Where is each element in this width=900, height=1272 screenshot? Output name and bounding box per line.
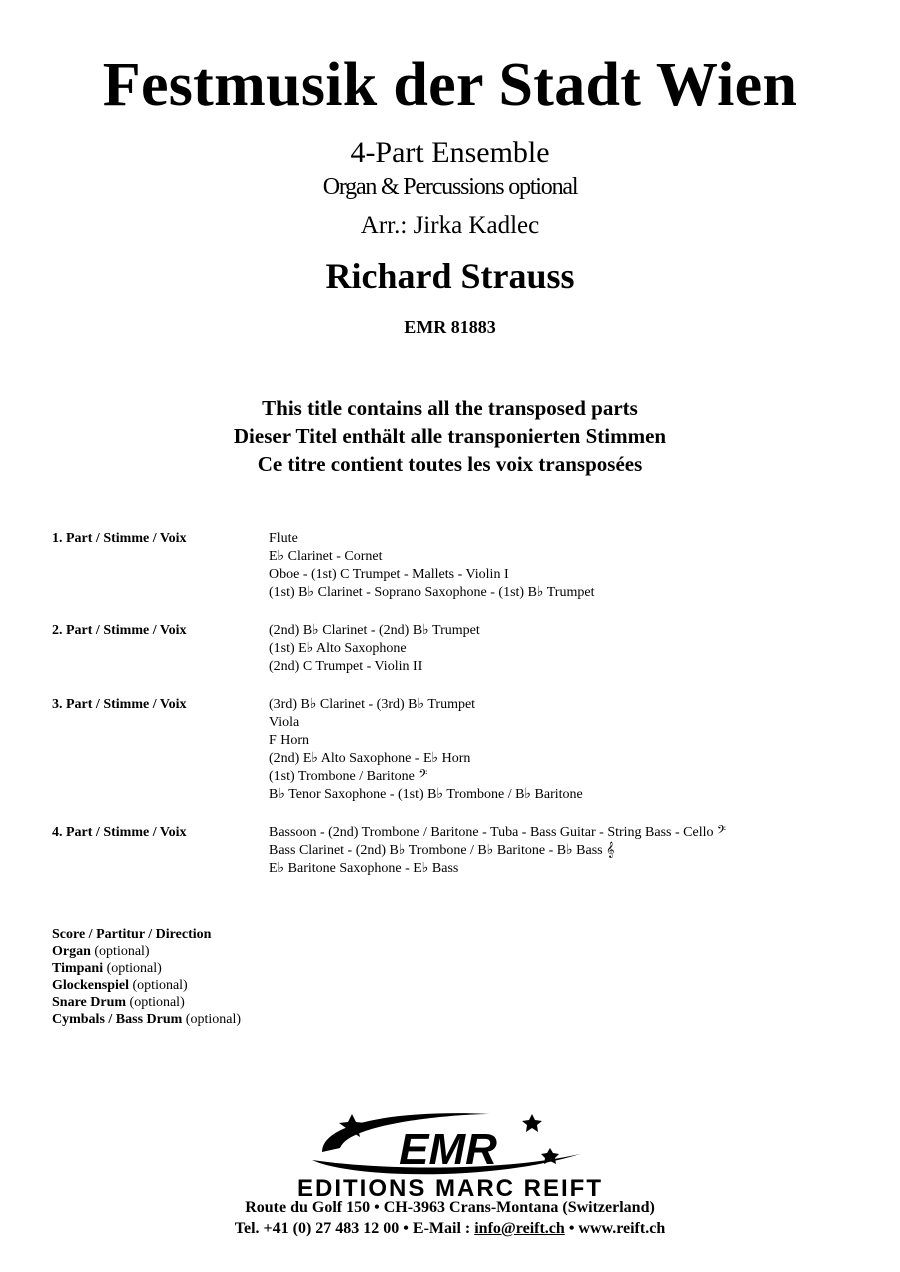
page-title: Festmusik der Stadt Wien [102, 51, 798, 119]
arranger: Arr.: Jirka Kadlec [360, 212, 540, 239]
extra-label: Score / Partitur / Direction [52, 927, 212, 942]
part-instrument-line: E♭ Baritone Saxophone - E♭ Bass [269, 861, 459, 876]
notice-german: Dieser Titel enthält alle transponierten Stimmen [233, 424, 667, 448]
part-instrument-line: Flute [269, 531, 298, 546]
extra-qualifier: (optional) [182, 1012, 242, 1027]
part-instrument-line: Bassoon - (2nd) Trombone / Baritone - Tuba - Bass Guitar - String Bass - Cello 𝄢 [269, 825, 726, 840]
catalog-number: EMR 81883 [404, 317, 496, 337]
notice-english: This title contains all the transposed parts [262, 396, 638, 420]
publisher-phone-line [0, 1218, 900, 1239]
part-label: 2. Part / Stimme / Voix [52, 623, 187, 638]
extra-label: Timpani [52, 961, 104, 976]
extra-qualifier: (optional) [103, 961, 162, 976]
part-label: 1. Part / Stimme / Voix [52, 531, 187, 546]
notice-french: Ce titre contient toutes les voix transposées [257, 452, 643, 476]
part-instrument-line: (2nd) E♭ Alto Saxophone - E♭ Horn [269, 751, 471, 766]
extra-label: Cymbals / Bass Drum [52, 1012, 183, 1027]
publisher-contact [0, 1197, 900, 1239]
part-group-4 [52, 824, 872, 878]
part-instrument-line: Viola [269, 715, 300, 730]
publisher-address: Route du Golf 150 • CH-3963 Crans-Montana (Switzerland) [245, 1199, 655, 1216]
logo-emr-text: EMR [399, 1125, 497, 1174]
extra-snare-drum [52, 994, 241, 1011]
extra-score [52, 926, 241, 943]
extra-qualifier: (optional) [126, 995, 185, 1010]
publisher-phone: Tel. +41 (0) 27 483 12 00 • E-Mail : [234, 1220, 475, 1237]
part-instrument-line: Bass Clarinet - (2nd) B♭ Trombone / B♭ Baritone - B♭ Bass 𝄞 [269, 843, 615, 858]
parts-list [52, 530, 872, 898]
extra-label: Glockenspiel [52, 978, 130, 993]
part-instrument-line: (1st) E♭ Alto Saxophone [269, 641, 407, 656]
part-instrument-line: (1st) Trombone / Baritone 𝄢 [269, 769, 428, 784]
part-instrument-line: (1st) B♭ Clarinet - Soprano Saxophone - (1st) B♭ Trumpet [269, 585, 595, 600]
extra-glockenspiel [52, 977, 241, 994]
star-icon [522, 1114, 542, 1132]
part-group-2 [52, 622, 872, 676]
instrumentation-note: Organ & Percussions optional [322, 174, 578, 200]
extra-timpani [52, 960, 241, 977]
part-instrument-line: B♭ Tenor Saxophone - (1st) B♭ Trombone / B♭ Baritone [269, 787, 583, 802]
part-instrument-line: (2nd) C Trumpet - Violin II [269, 659, 423, 674]
part-instrument-line: E♭ Clarinet - Cornet [269, 549, 383, 564]
extra-organ [52, 943, 241, 960]
additional-parts-list [52, 926, 241, 1028]
part-group-3 [52, 696, 872, 804]
extra-label: Snare Drum [52, 995, 127, 1010]
part-instrument-line: F Horn [269, 733, 310, 748]
part-label: 3. Part / Stimme / Voix [52, 697, 187, 712]
part-instrument-line: (2nd) B♭ Clarinet - (2nd) B♭ Trumpet [269, 623, 480, 638]
publisher-logo [240, 1108, 660, 1200]
transposed-notice [0, 394, 900, 478]
extra-label: Organ [52, 944, 91, 959]
website-link[interactable]: • www.reift.ch [564, 1220, 666, 1237]
part-instrument-line: Oboe - (1st) C Trumpet - Mallets - Violin I [269, 567, 509, 582]
part-group-1 [52, 530, 872, 602]
part-instrument-line: (3rd) B♭ Clarinet - (3rd) B♭ Trumpet [269, 697, 476, 712]
email-link[interactable]: info@reift.ch [474, 1220, 565, 1237]
composer: Richard Strauss [325, 256, 575, 296]
part-label: 4. Part / Stimme / Voix [52, 825, 187, 840]
extra-cymbals-bass-drum [52, 1011, 241, 1028]
logo-publisher-name: EDITIONS MARC REIFT [297, 1175, 603, 1200]
extra-qualifier: (optional) [129, 978, 188, 993]
extra-qualifier: (optional) [90, 944, 150, 959]
ensemble-subtitle: 4-Part Ensemble [350, 136, 550, 169]
